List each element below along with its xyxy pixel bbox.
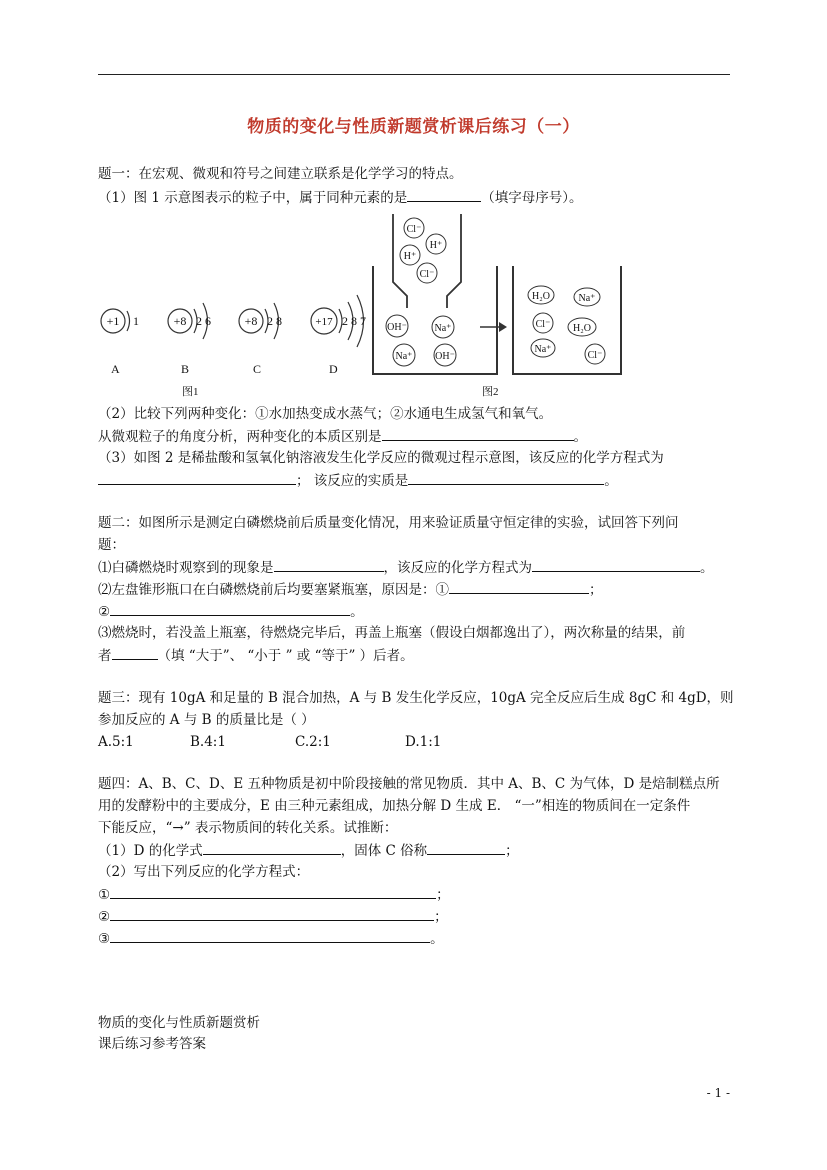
q2-step3-b-text: 者 [98,648,112,664]
q4-eq-3 [98,928,444,949]
q3-option-d: D.1:1 [405,734,442,750]
page-number: - 1 - [706,1086,730,1100]
q2-step2b-mark: ② [98,604,111,620]
q1-part3-b-mid: ； 该反应的实质是 [296,473,409,489]
q2-step1-mid: ，该反应的化学方程式为 [383,560,532,576]
answer-blank [110,906,434,921]
svg-text:Na⁺: Na⁺ [578,293,596,304]
atom-c-shells: 2 8 [267,314,282,328]
answer-blank [203,840,341,855]
q4-line-c: 下能反应，“→” 表示物质间的转化关系。试推断： [98,820,398,836]
q2-step2b [98,601,364,622]
q2-step1 [98,557,714,578]
svg-text:H₂O: H₂O [573,323,591,334]
q1-part2: （2）比较下列两种变化：①水加热变成水蒸气；②水通电生成氢气和氧气。 [98,406,553,422]
answer-blank [427,840,505,855]
q4-sub1-end: ； [505,843,519,859]
q1-part1-end: （填字母序号）。 [481,190,583,206]
svg-text:Cl⁻: Cl⁻ [587,350,603,361]
q1-part3-b [98,470,618,491]
atom-a-letter: A [111,362,120,376]
q2-step3: ⑶燃烧时，若没盖上瓶塞，待燃烧完毕后，再盖上瓶塞（假设白烟都逸出了），两次称量的结果，前 [98,625,686,641]
q1-part3-b-end: 。 [604,473,618,489]
header-rule [98,74,730,75]
atom-c-letter: C [253,362,262,376]
atom-b-nucleus: +8 [173,314,187,328]
atom-b-letter: B [181,362,190,376]
q3-option-a: A.5:1 [98,734,134,750]
q4-sub1-mid: ，固体 C 俗称 [340,843,428,859]
q2-step2-text: ⑵左盘锥形瓶口在白磷燃烧前后均要塞紧瓶塞，原因是：① [98,582,449,598]
q1-intro: 题一：在宏观、微观和符号之间建立联系是化学学习的特点。 [98,166,463,182]
q4-sub1 [98,840,519,861]
answer-blank [110,884,436,899]
svg-text:Na⁺: Na⁺ [434,323,452,334]
q1-part2-b-text: 从微观粒子的角度分析，两种变化的本质区别是 [98,429,382,445]
q3-line-a: 题三：现有 10gA 和足量的 B 混合加热，A 与 B 发生化学反应，10gA 完全反应后生成 8gC 和 4gD，则 [98,690,734,706]
beaker-after-reaction [513,266,621,374]
answer-blank [110,928,430,943]
q2-step3-b-end: （填 “大于”、 “小于 ” 或 “等于” ）后者。 [157,648,414,664]
svg-text:Cl⁻: Cl⁻ [535,319,551,330]
svg-text:OH⁻: OH⁻ [435,351,455,362]
q1-part2-b [98,426,587,447]
atom-d-letter: D [329,362,338,376]
q3-option-c: C.2:1 [295,734,331,750]
page-title: 物质的变化与性质新题赏析课后练习（一） [247,117,580,137]
q4-line-b: 用的发酵粉中的主要成分，E 由三种元素组成，加热分解 D 生成 E． “一”相连的物质间在一定条件 [98,798,691,814]
q2-step3-b [98,645,414,666]
q4-eq-2 [98,906,448,927]
q4-line-a: 题四：A、B、C、D、E 五种物质是初中阶段接触的常见物质．其中 A、B、C 为气体，D 是焙制糕点所 [98,776,720,792]
atom-diagram-c [239,303,282,376]
answer-blank [407,187,481,202]
atom-d-nucleus: +17 [315,316,333,328]
q2-step2-end: ； [589,582,603,598]
answer-blank [449,579,589,594]
svg-text:H₂O: H₂O [532,291,550,302]
svg-text:H⁺: H⁺ [403,251,417,262]
figure2-label: 图2 [482,386,499,398]
figure-atoms-and-reaction [96,212,656,402]
q1-part2-b-end: 。 [573,429,587,445]
atom-diagram-a [101,309,139,376]
atom-b-shells: 2 6 [196,314,211,328]
eq-mark: ① [98,887,111,903]
q4-sub2: （2）写出下列反应的化学方程式： [98,864,310,880]
answer-blank [274,557,384,572]
atom-d-shells: 2 8 7 [342,314,366,328]
svg-text:Na⁺: Na⁺ [534,344,552,355]
q2-intro: 题二：如图所示是测定白磷燃烧前后质量变化情况，用来验证质量守恒定律的实验，试回答下列问 [98,515,679,531]
q3-line-b: 参加反应的 A 与 B 的质量比是（ ） [98,712,315,728]
answer-heading: 物质的变化与性质新题赏析 [98,1015,260,1031]
q4-eq-1 [98,884,450,905]
eq-end: 。 [430,931,444,947]
q2-step1-text: ⑴白磷燃烧时观察到的现象是 [98,560,274,576]
beaker2-ions [528,286,605,364]
answer-blank [110,601,350,616]
atom-diagram-b [168,303,211,376]
q2-step2 [98,579,603,600]
answer-blank [382,426,574,441]
q1-part1 [98,187,583,208]
svg-text:OH⁻: OH⁻ [387,322,407,333]
q1-part1-text: （1）图 1 示意图表示的粒子中，属于同种元素的是 [98,190,408,206]
atom-diagram-d [311,295,366,376]
q4-sub1-text: （1）D 的化学式 [98,843,203,859]
svg-text:Cl⁻: Cl⁻ [406,224,422,235]
atom-a-shells: 1 [133,314,139,328]
atom-a-nucleus: +1 [106,314,120,328]
q1-part3: （3）如图 2 是稀盐酸和氢氧化钠溶液发生化学反应的微观过程示意图，该反应的化学方程式为 [98,450,664,466]
svg-text:Cl⁻: Cl⁻ [419,269,435,280]
eq-mark: ③ [98,931,111,947]
eq-end: ； [436,887,450,903]
q3-option-b: B.4:1 [190,734,226,750]
answer-blank [112,645,158,660]
reaction-arrow [480,322,507,332]
svg-text:H⁺: H⁺ [429,240,443,251]
q2-intro-b: 题： [98,537,125,553]
beaker1-ions [386,315,456,366]
atom-c-nucleus: +8 [244,314,258,328]
q2-step1-end: 。 [700,560,714,576]
eq-mark: ② [98,909,111,925]
figure1-label: 图1 [182,386,199,398]
svg-text:Na⁺: Na⁺ [395,351,413,362]
answer-subheading: 课后练习参考答案 [98,1036,206,1052]
answer-blank [98,470,296,485]
answer-blank [408,470,604,485]
answer-blank [532,557,700,572]
eq-end: ； [434,909,448,925]
tube-ions [400,218,446,283]
q2-step2b-end: 。 [350,604,364,620]
